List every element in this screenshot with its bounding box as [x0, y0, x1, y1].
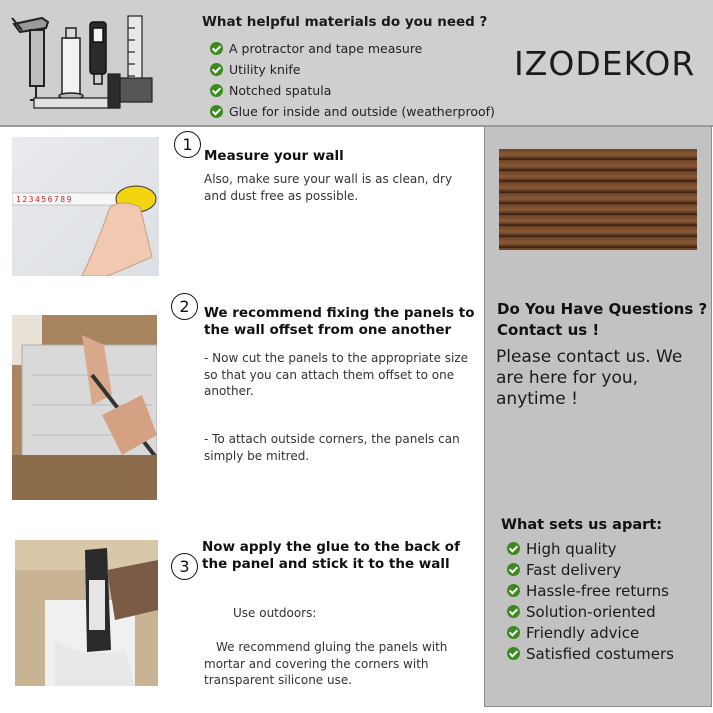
step-text-1: Also, make sure your wall is as clean, dry and dust free as possible.: [204, 172, 453, 203]
step-title-3: Now apply the glue to the back of the panel and stick it to the wall: [202, 539, 460, 572]
list-item: A protractor and tape measure: [210, 38, 495, 59]
list-item: Glue for inside and outside (weatherproof): [210, 101, 495, 122]
list-item: High quality: [507, 538, 674, 559]
check-icon: [507, 542, 520, 555]
check-icon: [507, 584, 520, 597]
caulking-gun-icon: [12, 18, 48, 100]
check-icon: [210, 63, 223, 76]
list-item: Solution-oriented: [507, 601, 674, 622]
step-title-2: We recommend fixing the panels to the wall offset from one another: [204, 305, 475, 338]
header-banner: [0, 0, 713, 127]
step-text-2a: - Now cut the panels to the appropriate size so that you can attach them offset to one another.: [204, 351, 469, 398]
step-text-2b: - To attach outside corners, the panels can simply be mitred.: [204, 432, 460, 463]
tape-digits: 123456789: [16, 195, 73, 204]
glue-tube-icon: [59, 28, 83, 99]
glue-application-image: [15, 540, 158, 686]
contact-title: Do You Have Questions ? Contact us !: [497, 300, 708, 339]
check-icon: [210, 84, 223, 97]
step-text-3a: Use outdoors:: [233, 606, 317, 620]
step-text-3b: We recommend gluing the panels with mortar and covering the corners with transparent silicone use.: [204, 640, 448, 687]
check-icon: [210, 105, 223, 118]
cut-panels-photo: [12, 315, 157, 500]
list-item: Friendly advice: [507, 622, 674, 643]
check-icon: [507, 647, 520, 660]
materials-list: [210, 38, 495, 122]
apart-title: What sets us apart:: [501, 517, 662, 533]
list-item: Hassle-free returns: [507, 580, 674, 601]
check-icon: [507, 605, 520, 618]
list-item: Utility knife: [210, 59, 495, 80]
tools-illustration: [8, 8, 158, 113]
apply-glue-photo: [15, 540, 158, 686]
utility-knife-icon: [90, 22, 106, 84]
materials-title: What helpful materials do you need ?: [202, 14, 488, 30]
contact-panel: [484, 127, 712, 707]
wood-panel-sample: [499, 149, 697, 250]
step-number-1: 1: [174, 131, 201, 158]
tape-measure-image: [12, 137, 159, 276]
list-item: Fast delivery: [507, 559, 674, 580]
check-icon: [210, 42, 223, 55]
step-number-3: 3: [171, 553, 198, 580]
list-item: Notched spatula: [210, 80, 495, 101]
contact-text: Please contact us. We are here for you, anytime !: [496, 347, 683, 409]
list-item: Satisfied costumers: [507, 643, 674, 664]
brand-logo: IZODEKOR: [514, 44, 696, 83]
step-number-2: 2: [171, 293, 198, 320]
cutting-image: [12, 315, 157, 500]
apart-list: [507, 538, 674, 664]
measure-wall-photo: [12, 137, 159, 276]
check-icon: [507, 626, 520, 639]
check-icon: [507, 563, 520, 576]
ruler-icon: [120, 16, 152, 102]
step-title-1: Measure your wall: [204, 148, 344, 164]
